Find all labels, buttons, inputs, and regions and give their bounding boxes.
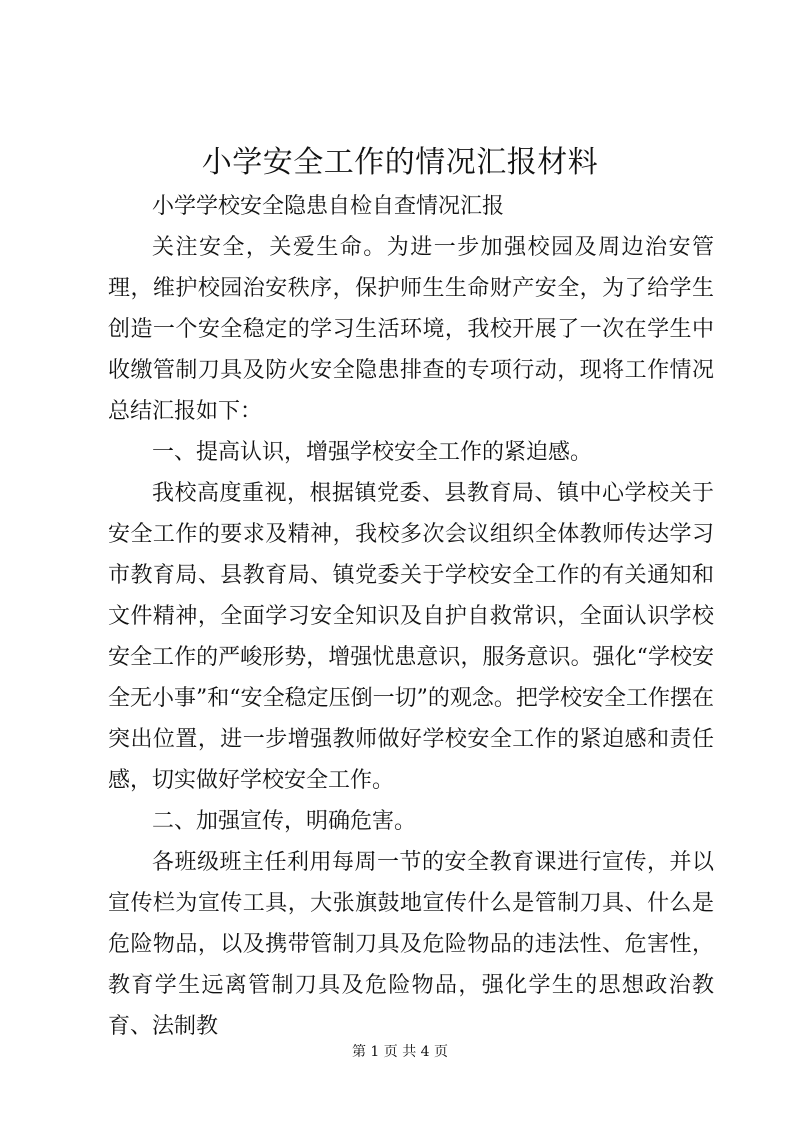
section-heading-1: 一、提高认识，增强学校安全工作的紧迫感。 xyxy=(152,440,593,465)
paragraph-section-2: 各班级班主任利用每周一节的安全教育课进行宣传，并以宣传栏为宣传工具，大张旗鼓地宣传什么是管制刀具、什么是危险物品，以及携带管制刀具及危险物品的违法性、危害性，教育学生远离管制刀具及危险物品，强化学生的思想政治教育、法制教 xyxy=(108,850,714,1039)
document-body xyxy=(108,186,714,1047)
paragraph-subtitle: 小学学校安全隐患自检自查情况汇报 xyxy=(152,194,505,219)
page-footer: 第 1 页 共 4 页 xyxy=(351,1044,449,1060)
paragraph-section-1: 我校高度重视，根据镇党委、县教育局、镇中心学校关于安全工作的要求及精神，我校多次会议组织全体教师传达学习市教育局、县教育局、镇党委关于学校安全工作的有关通知和文件精神，全面学习安全知识及自护自救常识，全面认识学校安全工作的严峻形势，增强忧患意识，服务意识。强化“学校安全无小事”和“安全稳定压倒一切”的观念。把学校安全工作摆在突出位置，进一步增强教师做好学校安全工作的紧迫感和责任感，切实做好学校安全工作。 xyxy=(108,481,714,793)
document-title: 小学安全工作的情况汇报材料 xyxy=(201,145,599,180)
paragraph-intro: 关注安全，关爱生命。为进一步加强校园及周边治安管理，维护校园治安秩序，保护师生生命财产安全，为了给学生创造一个安全稳定的学习生活环境，我校开展了一次在学生中收缴管制刀具及防火安全隐患排查的专项行动，现将工作情况总结汇报如下： xyxy=(108,235,714,424)
section-heading-2: 二、加强宣传，明确危害。 xyxy=(152,809,417,834)
